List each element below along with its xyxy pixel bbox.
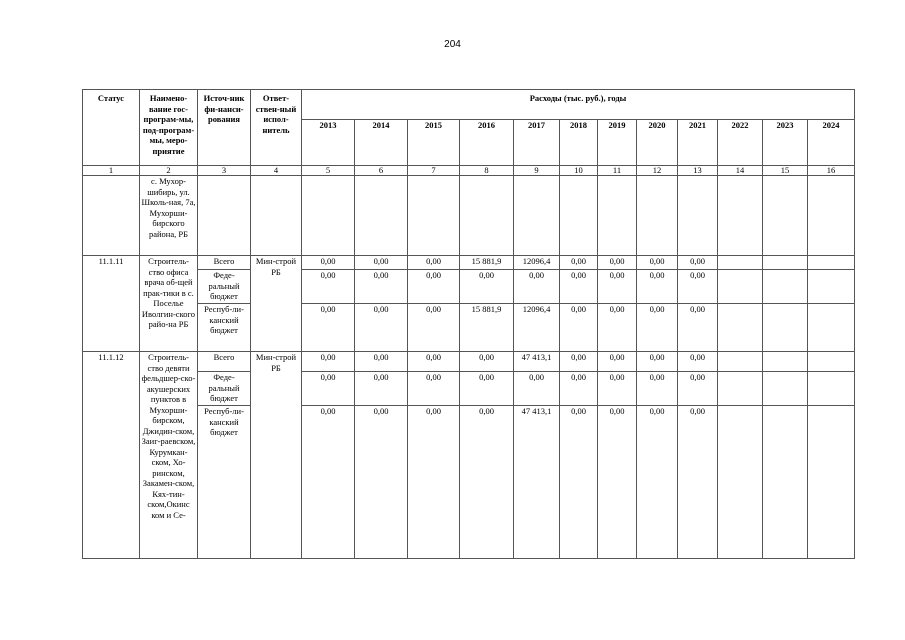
column-number: 5 xyxy=(302,166,355,176)
value-cell xyxy=(808,256,855,270)
value-cell xyxy=(808,406,855,559)
value-cell: 0,00 xyxy=(637,256,678,270)
table-row xyxy=(83,352,855,372)
year-header: 2014 xyxy=(355,120,408,166)
value-cell: 0,00 xyxy=(355,372,408,406)
value-cell: 0,00 xyxy=(302,352,355,372)
value-cell: 0,00 xyxy=(408,270,460,304)
value-cell: 0,00 xyxy=(460,352,514,372)
value-cell xyxy=(718,270,763,304)
value-cell xyxy=(808,270,855,304)
value-cell: 0,00 xyxy=(637,372,678,406)
value-cell xyxy=(763,352,808,372)
status-cell xyxy=(83,176,140,256)
header-name: Наимено-вание гос-програм-мы, под-програм-мы, меро-приятие xyxy=(140,90,198,166)
value-cell: 0,00 xyxy=(408,372,460,406)
value-cell: 0,00 xyxy=(678,270,718,304)
year-header: 2018 xyxy=(560,120,598,166)
value-cell: 0,00 xyxy=(678,372,718,406)
value-cell xyxy=(718,304,763,352)
name-cell: Строитель-ство офиса врача об-щей прак-тики в с. Поселье Иволгин-ского райо-на РБ xyxy=(140,256,198,352)
value-cell: 0,00 xyxy=(355,270,408,304)
column-number: 1 xyxy=(83,166,140,176)
value-cell: 47 413,1 xyxy=(514,406,560,559)
source-cell: Феде-ральный бюджет xyxy=(198,372,251,406)
value-cell: 0,00 xyxy=(637,304,678,352)
year-header: 2024 xyxy=(808,120,855,166)
value-cell: 0,00 xyxy=(460,372,514,406)
table-row xyxy=(83,304,855,352)
value-cell: 0,00 xyxy=(302,270,355,304)
page-number: 204 xyxy=(444,39,461,50)
column-number: 12 xyxy=(637,166,678,176)
value-cell: 0,00 xyxy=(598,270,637,304)
value-cell: 0,00 xyxy=(355,256,408,270)
name-cell: с. Мухор-шибирь, ул. Школь-ная, 7а, Мухорши-бирского района, РБ xyxy=(140,176,198,256)
column-number: 14 xyxy=(718,166,763,176)
header-expenses: Расходы (тыс. руб.), годы xyxy=(302,90,855,120)
value-cell: 0,00 xyxy=(408,406,460,559)
value-cell xyxy=(763,256,808,270)
executor-cell: Мин-строй РБ xyxy=(251,256,302,352)
column-number-row xyxy=(83,166,855,176)
value-cell: 0,00 xyxy=(560,270,598,304)
value-cell: 0,00 xyxy=(560,406,598,559)
header-executor: Ответ-ствен-ный испол-нитель xyxy=(251,90,302,166)
value-cell: 15 881,9 xyxy=(460,256,514,270)
value-cell: 0,00 xyxy=(637,270,678,304)
value-cell xyxy=(718,256,763,270)
value-cell xyxy=(808,372,855,406)
column-number: 8 xyxy=(460,166,514,176)
value-cell: 0,00 xyxy=(560,304,598,352)
value-cell: 0,00 xyxy=(302,256,355,270)
table-row xyxy=(83,256,855,270)
column-number: 13 xyxy=(678,166,718,176)
value-cell xyxy=(718,406,763,559)
column-number: 10 xyxy=(560,166,598,176)
value-cell: 15 881,9 xyxy=(460,304,514,352)
value-cell: 0,00 xyxy=(598,352,637,372)
value-cell: 0,00 xyxy=(408,256,460,270)
status-cell: 11.1.12 xyxy=(83,352,140,559)
year-header: 2020 xyxy=(637,120,678,166)
source-cell: Респуб-ли-канский бюджет xyxy=(198,304,251,352)
value-cell: 0,00 xyxy=(514,270,560,304)
value-cell: 0,00 xyxy=(637,352,678,372)
value-cell xyxy=(763,304,808,352)
column-number: 9 xyxy=(514,166,560,176)
source-cell: Всего xyxy=(198,256,251,270)
header-source: Источ-ник фи-нанси-рования xyxy=(198,90,251,166)
value-cell xyxy=(808,304,855,352)
value-cell: 0,00 xyxy=(560,256,598,270)
year-header: 2017 xyxy=(514,120,560,166)
column-number: 11 xyxy=(598,166,637,176)
value-cell: 0,00 xyxy=(302,304,355,352)
column-number: 16 xyxy=(808,166,855,176)
value-cell: 0,00 xyxy=(302,372,355,406)
value-cell: 0,00 xyxy=(460,406,514,559)
value-cell: 0,00 xyxy=(560,372,598,406)
column-number: 4 xyxy=(251,166,302,176)
column-number: 7 xyxy=(408,166,460,176)
value-cell: 0,00 xyxy=(678,406,718,559)
value-cell: 0,00 xyxy=(302,406,355,559)
status-cell: 11.1.11 xyxy=(83,256,140,352)
year-header: 2019 xyxy=(598,120,637,166)
year-header: 2015 xyxy=(408,120,460,166)
column-number: 15 xyxy=(763,166,808,176)
value-cell: 0,00 xyxy=(355,406,408,559)
value-cell: 0,00 xyxy=(637,406,678,559)
value-cell xyxy=(718,352,763,372)
source-cell: Всего xyxy=(198,352,251,372)
header-status: Статус xyxy=(83,90,140,166)
value-cell: 47 413,1 xyxy=(514,352,560,372)
value-cell: 12096,4 xyxy=(514,304,560,352)
value-cell: 0,00 xyxy=(598,406,637,559)
year-header: 2016 xyxy=(460,120,514,166)
executor-cell: Мин-строй РБ xyxy=(251,352,302,559)
year-header: 2023 xyxy=(763,120,808,166)
value-cell: 0,00 xyxy=(355,304,408,352)
value-cell xyxy=(763,406,808,559)
year-header: 2022 xyxy=(718,120,763,166)
source-cell: Феде-ральный бюджет xyxy=(198,270,251,304)
expenses-table xyxy=(82,89,855,559)
value-cell: 0,00 xyxy=(355,352,408,372)
table-row xyxy=(83,270,855,304)
value-cell xyxy=(763,270,808,304)
value-cell: 0,00 xyxy=(408,352,460,372)
table-row xyxy=(83,372,855,406)
value-cell: 0,00 xyxy=(408,304,460,352)
year-header: 2013 xyxy=(302,120,355,166)
value-cell: 0,00 xyxy=(678,352,718,372)
column-number: 6 xyxy=(355,166,408,176)
source-cell: Респуб-ли-канский бюджет xyxy=(198,406,251,559)
value-cell xyxy=(763,372,808,406)
value-cell xyxy=(718,372,763,406)
value-cell: 0,00 xyxy=(598,256,637,270)
value-cell: 0,00 xyxy=(678,256,718,270)
column-number: 3 xyxy=(198,166,251,176)
column-number: 2 xyxy=(140,166,198,176)
value-cell: 0,00 xyxy=(514,372,560,406)
value-cell: 0,00 xyxy=(560,352,598,372)
value-cell: 0,00 xyxy=(598,304,637,352)
continuation-row xyxy=(83,176,855,256)
value-cell: 0,00 xyxy=(598,372,637,406)
name-cell: Строитель-ство девяти фельдшер-ско-акушерских пунктов в Мухорши-бирском, Джидин-ском, Заиг-раевском, Курумкан-ском, Хо-ринском, Закамен-ском, Кях-тин-ском,Окинс ком и Се- xyxy=(140,352,198,559)
value-cell: 0,00 xyxy=(678,304,718,352)
table-row xyxy=(83,406,855,559)
year-header: 2021 xyxy=(678,120,718,166)
value-cell xyxy=(808,352,855,372)
value-cell: 12096,4 xyxy=(514,256,560,270)
value-cell: 0,00 xyxy=(460,270,514,304)
